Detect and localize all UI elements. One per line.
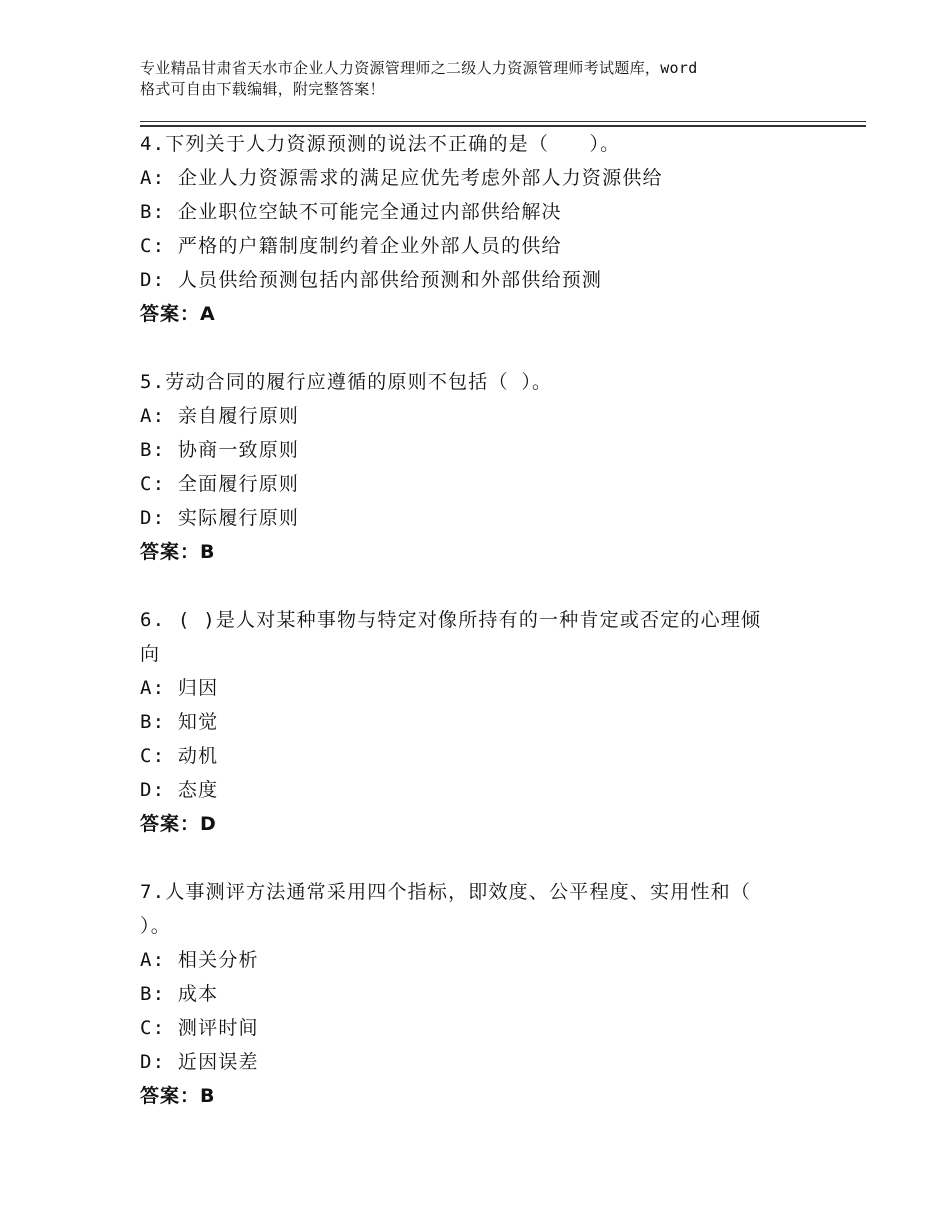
question-spacer: [140, 841, 820, 875]
question-option: A: 亲自履行原则: [140, 405, 300, 427]
question-option: B: 协商一致原则: [140, 439, 300, 461]
question-option: A: 归因: [140, 677, 219, 699]
question-option: A: 相关分析: [140, 949, 259, 971]
document-header: [140, 58, 830, 100]
question-block: [140, 875, 820, 1113]
question-option: B: 知觉: [140, 711, 219, 733]
question-block: [140, 127, 820, 331]
question-spacer: [140, 569, 820, 603]
question-answer: 答案：B: [140, 541, 216, 563]
question-block: [140, 365, 820, 569]
question-stem: 5.劳动合同的履行应遵循的原则不包括（ ）。: [140, 371, 553, 393]
question-option: A: 企业人力资源需求的满足应优先考虑外部人力资源供给: [140, 167, 663, 189]
question-block: [140, 603, 820, 841]
question-answer: 答案：A: [140, 303, 216, 325]
question-option: C: 动机: [140, 745, 219, 767]
question-option: C: 全面履行原则: [140, 473, 300, 495]
header-divider-thin: [140, 121, 866, 122]
question-option: D: 实际履行原则: [140, 507, 300, 529]
question-option: B: 企业职位空缺不可能完全通过内部供给解决: [140, 201, 562, 223]
question-option: D: 态度: [140, 779, 219, 801]
question-option: B: 成本: [140, 983, 219, 1005]
question-option: C: 严格的户籍制度制约着企业外部人员的供给: [140, 235, 562, 257]
question-stem: 4.下列关于人力资源预测的说法不正确的是（ ）。: [140, 133, 621, 155]
question-stem: ）。: [140, 915, 171, 937]
question-option: D: 人员供给预测包括内部供给预测和外部供给预测: [140, 269, 603, 291]
header-line-1: 专业精品甘肃省天水市企业人力资源管理师之二级人力资源管理师考试题库，word: [140, 59, 698, 77]
question-option: D: 近因误差: [140, 1051, 259, 1073]
question-spacer: [140, 331, 820, 365]
question-option: C: 测评时间: [140, 1017, 259, 1039]
question-answer: 答案：D: [140, 813, 217, 835]
header-line-2: 格式可自由下载编辑，附完整答案！: [140, 80, 385, 98]
question-answer: 答案：B: [140, 1085, 216, 1107]
question-stem: 7.人事测评方法通常采用四个指标，即效度、公平程度、实用性和（: [140, 881, 752, 903]
question-stem: 向: [140, 643, 161, 665]
question-list: [140, 127, 820, 1113]
question-stem: 6. ( )是人对某种事物与特定对像所持有的一种肯定或否定的心理倾: [140, 609, 762, 631]
